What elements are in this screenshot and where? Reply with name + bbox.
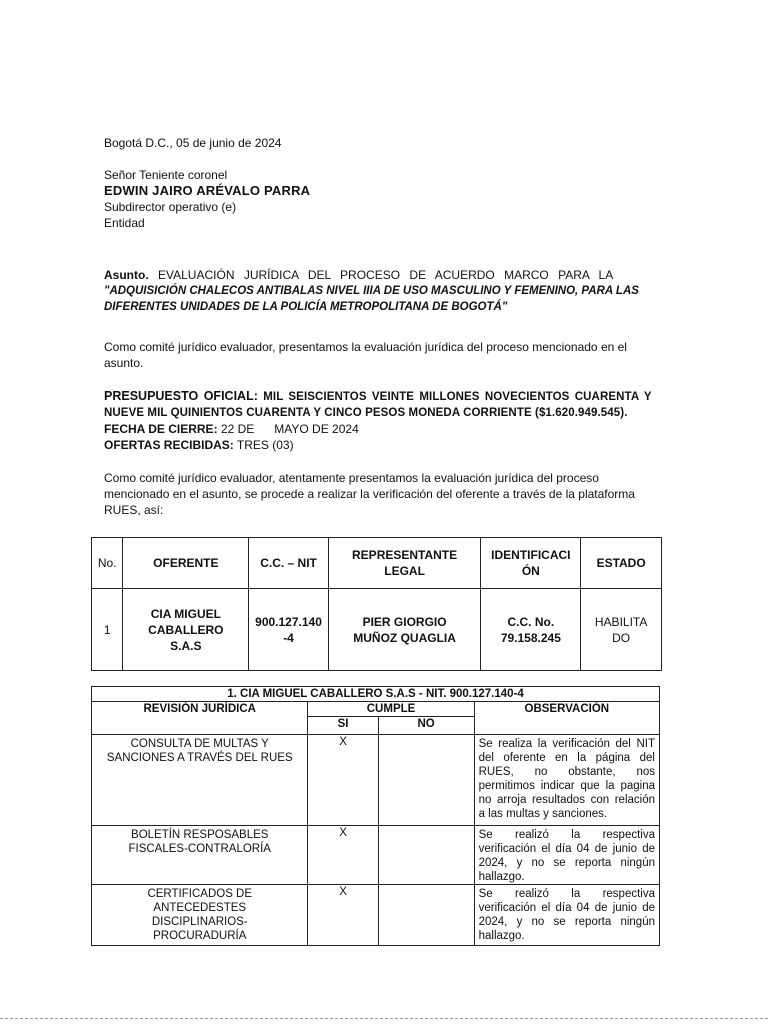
- letter-date: [104, 135, 650, 151]
- review-table-title: 1. CIA MIGUEL CABALLERO S.A.S - NIT. 900.127.140-4: [92, 687, 660, 702]
- row2-observacion: Se realizó la respectiva verificación el día 04 de junio de 2024, y no se reporta ningún hallazgo.: [474, 826, 659, 885]
- cell-nit: 900.127.140-4: [249, 589, 328, 671]
- budget-text-2: NUEVE MIL QUINIENTOS CUARENTA Y CINCO PESOS MONEDA CORRIENTE ($1.620.949.545).: [104, 407, 628, 419]
- subject-italic-1: "ADQUISICIÓN CHALECOS ANTIBALAS NIVEL IIIA DE USO MASCULINO Y FEMENINO, PARA LAS: [104, 285, 639, 297]
- header-oferente: OFERENTE: [123, 538, 249, 589]
- header-revision: REVISIÓN JURÍDICA: [92, 702, 308, 735]
- row3-revision: CERTIFICADOS DE ANTECEDESTES DISCIPLINARIOS-PROCURADURÍA: [92, 885, 308, 946]
- header-representante: REPRESENTANTE LEGAL: [328, 538, 481, 589]
- para2-line-1: Como comité jurídico evaluador, atentamente presentamos la evaluación jurídica del proceso: [104, 471, 599, 485]
- header-estado: ESTADO: [581, 538, 662, 589]
- header-cumple: CUMPLE: [308, 702, 474, 717]
- closing-value: 22 DE MAYO DE 2024: [220, 422, 359, 436]
- cell-no: 1: [92, 589, 123, 671]
- header-no-col: NO: [378, 717, 474, 735]
- row1-no: [378, 735, 474, 826]
- recipient-block: [104, 167, 650, 231]
- offers-label: OFERTAS RECIBIDAS:: [104, 438, 234, 452]
- recipient-name: EDWIN JAIRO ARÉVALO PARRA: [104, 183, 311, 198]
- subject-italic-2: DIFERENTES UNIDADES DE LA POLICÍA METROPOLITANA DE BOGOTÁ": [104, 301, 508, 313]
- table-row: [92, 589, 662, 671]
- cell-oferente: CIA MIGUEL CABALLERO S.A.S: [123, 589, 249, 671]
- header-observacion: OBSERVACIÓN: [474, 702, 659, 735]
- recipient-role: Subdirector operativo (e): [104, 200, 237, 214]
- row1-revision: CONSULTA DE MULTAS Y SANCIONES A TRAVÉS DEL RUES: [92, 735, 308, 826]
- cell-representante: PIER GIORGIO MUÑOZ QUAGLIA: [328, 589, 481, 671]
- offerors-header-row: [92, 538, 662, 589]
- closing-label: FECHA DE CIERRE:: [104, 422, 218, 436]
- intro-line-1: Como comité jurídico evaluador, presentamos la evaluación jurídica del proceso mencionado en el: [104, 340, 627, 354]
- legal-review-table: [91, 686, 660, 946]
- budget-label: PRESUPUESTO OFICIAL:: [104, 389, 258, 403]
- row3-si: X: [308, 885, 378, 946]
- budget-block: [104, 388, 650, 453]
- para2-line-3: RUES, así:: [104, 503, 164, 517]
- cell-estado: HABILITADO: [581, 589, 662, 671]
- recipient-title: Señor Teniente coronel: [104, 168, 228, 182]
- recipient-entity: Entidad: [104, 216, 145, 230]
- row1-si: X: [308, 735, 378, 826]
- row2-revision: BOLETÍN RESPOSABLES FISCALES-CONTRALORÍA: [92, 826, 308, 885]
- intro-paragraph: [104, 339, 650, 371]
- header-nit: C.C. – NIT: [249, 538, 328, 589]
- header-si: SI: [308, 717, 378, 735]
- row2-si: X: [308, 826, 378, 885]
- row2-no: [378, 826, 474, 885]
- cell-identificacion: C.C. No. 79.158.245: [481, 589, 581, 671]
- offers-value: TRES (03): [236, 438, 294, 452]
- table-row: [92, 885, 660, 946]
- date-text: Bogotá D.C., 05 de junio de 2024: [104, 136, 282, 150]
- table-row: [92, 735, 660, 826]
- subject-text: EVALUACIÓN JURÍDICA DEL PROCESO DE ACUERDO MARCO PARA LA: [158, 268, 614, 282]
- row1-observacion: Se realiza la verificación del NIT del oferente en la página del RUES, no obstante, nos permitimos indicar que la pagina no arroja resultados con relación a las multas y sanciones.: [474, 735, 659, 826]
- subject-label: Asunto.: [104, 268, 149, 282]
- verification-paragraph: [104, 470, 650, 518]
- table-row: [92, 826, 660, 885]
- subject-block: [104, 267, 650, 315]
- budget-text-1: MIL SEISCIENTOS VEINTE MILLONES NOVECIENTOS CUARENTA Y: [263, 391, 652, 403]
- row3-no: [378, 885, 474, 946]
- row3-observacion: Se realizó la respectiva verificación el día 04 de junio de 2024, y no se reporta ningún hallazgo.: [474, 885, 659, 946]
- intro-line-2: asunto.: [104, 356, 144, 370]
- para2-line-2: mencionado en el asunto, se procede a realizar la verificación del oferente a través de la plataforma: [104, 487, 635, 501]
- page-bottom-divider: [0, 1018, 768, 1019]
- header-identificacion: IDENTIFICACIÓN: [481, 538, 581, 589]
- header-no: No.: [92, 538, 123, 589]
- offerors-table: [91, 537, 662, 671]
